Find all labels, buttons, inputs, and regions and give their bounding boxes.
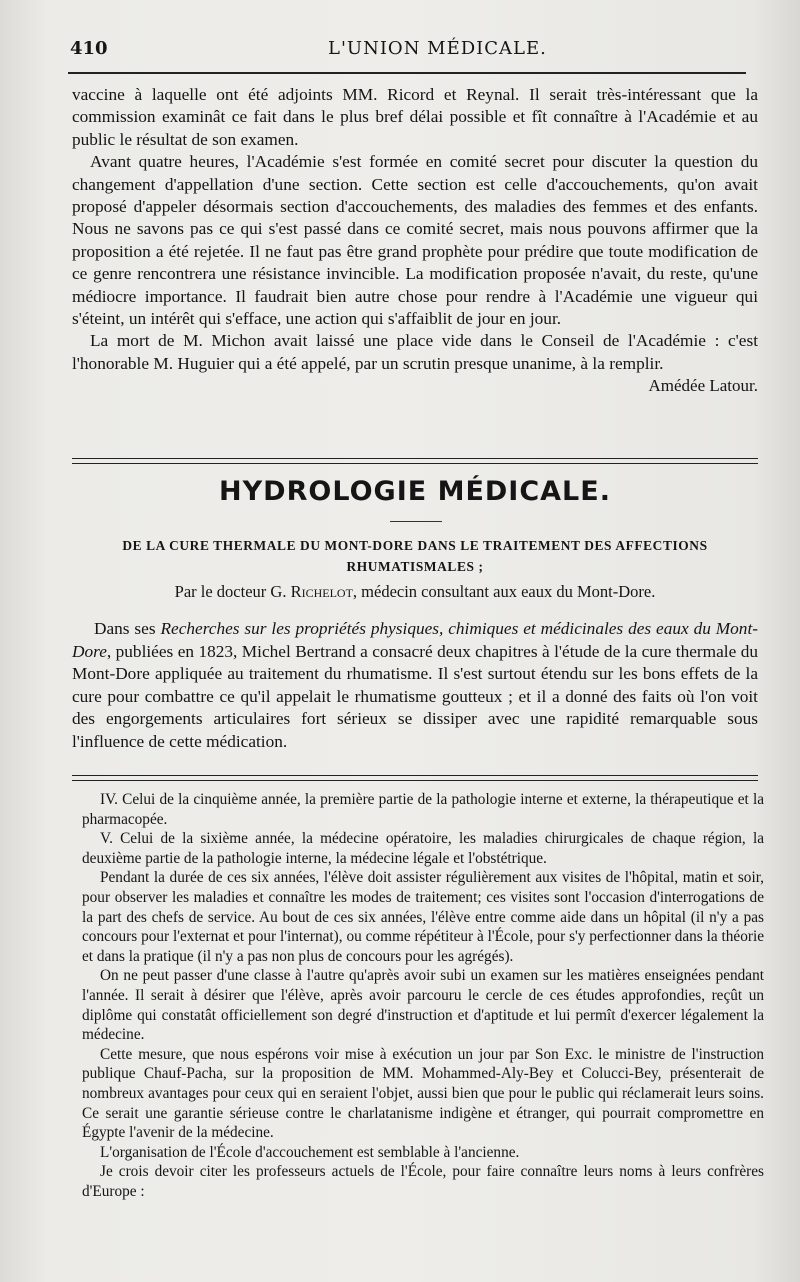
paragraph: IV. Celui de la cinquième année, la première partie de la pathologie interne et externe, la thérapeutique et la pharmacopée. — [82, 791, 764, 828]
paragraph: Avant quatre heures, l'Académie s'est formée en comité secret pour discuter la question du changement d'appellation d'une section. Cette section est celle d'accouchements, qu'on avait proposé d'appeler désormais section d'accouchements, des maladies des femmes et des enfants. Nous ne savons pas ce qui s'est passé dans ce comité secret, mais nous pouvons affirmer que la proposition a été rejetée. Il ne faut pas être grand prophète pour prédire que toute modification de ce genre rencontrera une résistance invincible. La modification proposée n'avait, du reste, qu'une médiocre importance. Il faudrait bien autre chose pour rendre à l'Académie une vigueur qui s'éteint, un intérêt qui s'efface, une action qui s'affaiblit de jour en jour. — [72, 152, 758, 329]
article-body — [72, 618, 758, 754]
book-title: Recherches sur les propriétés physiques, chimiques et médicinales des eaux du Mont-Dore — [72, 619, 759, 661]
paragraph: Pendant la durée de ces six années, l'élève doit assister régulièrement aux visites de l'hôpital, matin et soir, pour observer les maladies et connaître les modes de traitement; ces visites sont l'occasion d'interrogations de la part des chefs de service. Au bout de ces six années, l'élève entre comme aide dans un hôpital (il n'y a pas concours pour l'externat et pour l'internat), ou comme répétiteur à l'École, pour s'y perfectionner dans la théorie et dans la pratique (il n'y a pas non plus de concours pour les agrégés). — [82, 869, 764, 965]
paragraph: vaccine à laquelle ont été adjoints MM. Ricord et Reynal. Il serait très-intéressant que la commission examinât ce fait dans le plus bref délai possible et fît connaître à l'Académie et au public le résultat de son examen. — [72, 85, 758, 149]
paragraph: Cette mesure, que nous espérons voir mise à exécution un jour par Son Exc. le ministre de l'instruction publique Chauf-Pacha, sur la proposition de MM. Mohammed-Aly-Bey et Colucci-Bey, présenterait de nombreux avantages pour ceux qui en seraient l'objet, aussi bien que pour le public qui réclamerait leurs soins. Ce serait une garantie sérieuse contre le charlatanisme indigène et étranger, qui pourrait compromettre en Égypte l'avenir de la médecine. — [82, 1045, 764, 1142]
running-title: L'UNION MÉDICALE. — [328, 38, 547, 59]
lower-text-block — [82, 790, 764, 1201]
paragraph: La mort de M. Michon avait laissé une place vide dans le Conseil de l'Académie : c'est l'honorable M. Huguier qui a été appelé, par un scrutin presque unanime, à la remplir. — [72, 331, 758, 373]
header-rule — [68, 72, 746, 74]
byline-author: Richelot — [290, 582, 353, 601]
article-rest: , publiées en 1823, Michel Bertrand a consacré deux chapitres à l'étude de la cure thermale du Mont-Dore appliquée au traitement du rhumatisme. Il s'est surtout étendu sur les bons effets de la cure pour combattre ce qu'il appelait le rhumatisme goutteux ; et il a donné des faits où l'on voit des engorgements articulaires fort sérieux se dissiper avec une rapidité remarquable sous l'influence de cette médication. — [72, 641, 758, 751]
section-divider — [72, 775, 758, 781]
byline-suffix: , médecin consultant aux eaux du Mont-Dore. — [352, 582, 656, 601]
upper-text-block — [72, 84, 758, 398]
byline — [72, 582, 758, 602]
paragraph: V. Celui de la sixième année, la médecine opératoire, les maladies chirurgicales de chaque région, la deuxième partie de la pathologie interne, la médecine légale et l'obstétrique. — [82, 830, 764, 867]
section-title: HYDROLOGIE MÉDICALE. — [219, 476, 611, 507]
paragraph — [72, 618, 758, 754]
paragraph: On ne peut passer d'une classe à l'autre qu'après avoir subi un examen sur les matières enseignées pendant l'année. Il serait à désirer que l'élève, après avoir parcouru le cercle de ces études approfondies, reçût un diplôme qui constatât officiellement son degré d'instruction et d'aptitude et lui permît d'exercer légalement la médecine. — [82, 967, 764, 1044]
paragraph: Je crois devoir citer les professeurs actuels de l'École, pour faire connaître leurs noms à leurs confrères d'Europe : — [82, 1163, 764, 1200]
page-number: 410 — [70, 38, 108, 59]
byline-prefix: Par le docteur G. — [174, 582, 291, 601]
section-divider — [72, 458, 758, 464]
author-signature: Amédée Latour. — [648, 376, 758, 396]
paragraph: L'organisation de l'École d'accouchement est semblable à l'ancienne. — [100, 1143, 520, 1161]
page-header — [70, 38, 742, 72]
title-rule — [390, 521, 442, 522]
article-subtitle: DE LA CURE THERMALE DU MONT-DORE DANS LE TRAITEMENT DES AFFECTIONS RHUMATISMALES ; — [122, 538, 708, 574]
article-intro: Dans ses — [94, 619, 161, 638]
